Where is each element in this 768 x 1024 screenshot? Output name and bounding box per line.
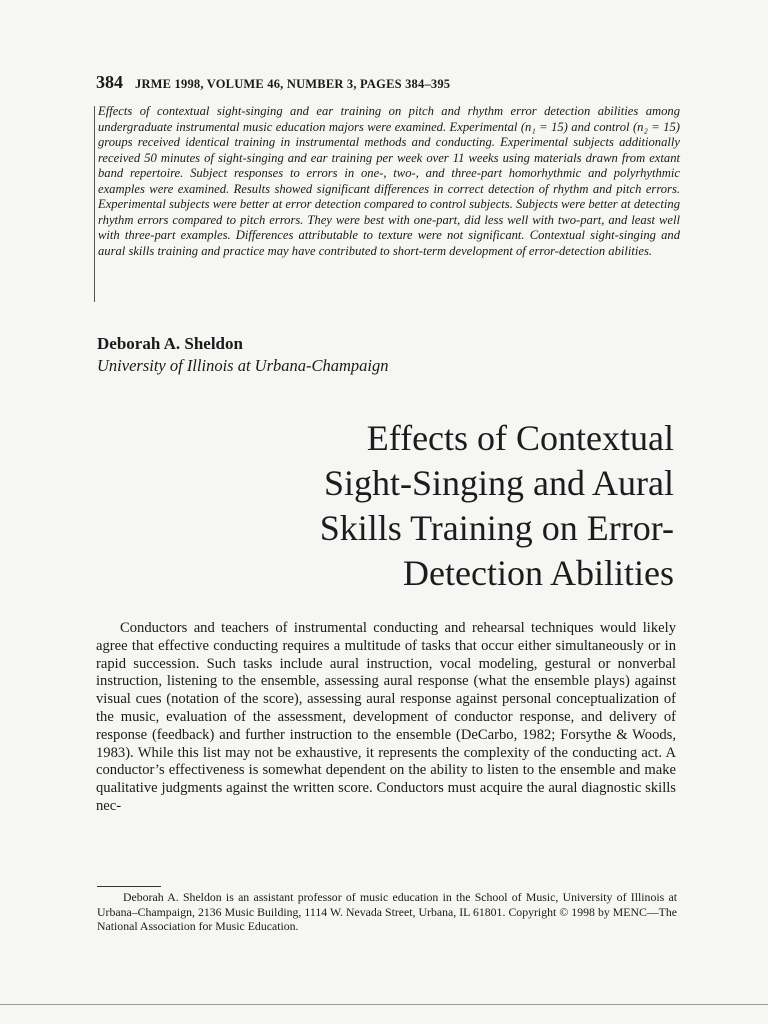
running-header [96, 72, 696, 93]
author-name: Deborah A. Sheldon [97, 334, 243, 353]
abstract-block [98, 104, 680, 259]
page-bottom-edge [0, 1004, 768, 1005]
author-footnote: Deborah A. Sheldon is an assistant professor of music education in the School of Music, University of Illinois at Urbana–Champaign, 2136 Music Building, 1114 W. Nevada Street, Urbana, IL 61801. Copyright © 1998 by MENC—The National Association for Music Education. [97, 890, 677, 933]
author-affiliation: University of Illinois at Urbana-Champaign [97, 356, 389, 375]
footnote-separator [97, 886, 161, 887]
journal-citation: JRME 1998, VOLUME 46, NUMBER 3, PAGES 384–395 [135, 77, 451, 91]
title-line: Sight-Singing and Aural [324, 463, 674, 503]
article-title [154, 416, 674, 596]
body-paragraph: Conductors and teachers of instrumental conducting and rehearsal techniques would likely agree that effective conducting requires a multitude of tasks that occur either simultaneously or in rapid succession. Such tasks include aural instruction, vocal modeling, gestural or nonverbal instruction, listening to the ensemble, assessing aural response (what the ensemble plays) against visual cues (notation of the score), assessing aural response against personal conceptualization of the music, evaluation of the assessment, development of conductor response, and delivery of response (feedback) and further instruction to the ensemble (DeCarbo, 1982; Forsythe & Woods, 1983). While this list may not be exhaustive, it represents the complexity of the conducting act. A conductor’s effectiveness is somewhat dependent on the ability to listen to the ensemble and make qualitative judgments against the written score. Conductors must acquire the aural diagnostic skills nec- [96, 620, 676, 814]
title-line: Detection Abilities [403, 553, 674, 593]
title-line: Effects of Contextual [366, 418, 674, 458]
title-line: Skills Training on Error- [319, 508, 674, 548]
abstract: Effects of contextual sight-singing and ear training on pitch and rhythm error detection abilities among undergraduate instrumental music education majors were examined. Experimental (n₁ = 15) and control (n₂ = 15) groups received identical training in instrumental methods and conducting. Experimental subjects additionally received 50 minutes of sight-singing and ear training per week over 11 weeks using materials drawn from extant band repertoire. Subject responses to errors in one-, two-, and three-part homorhythmic and polyrhythmic examples were examined. Results showed significant differences in correct detection of rhythm and pitch errors. Experimental subjects were better at error detection compared to control subjects. Subjects were better at detecting rhythm errors compared to pitch errors. They were best with one-part, did less well with two-part, and least well with three-part examples. Differences attributable to texture were not significant. Contextual sight-singing and aural skills training and practice may have contributed to short-term development of error-detection abilities. [98, 104, 680, 258]
page-number: 384 [96, 72, 123, 92]
abstract-margin-rule [94, 106, 95, 302]
